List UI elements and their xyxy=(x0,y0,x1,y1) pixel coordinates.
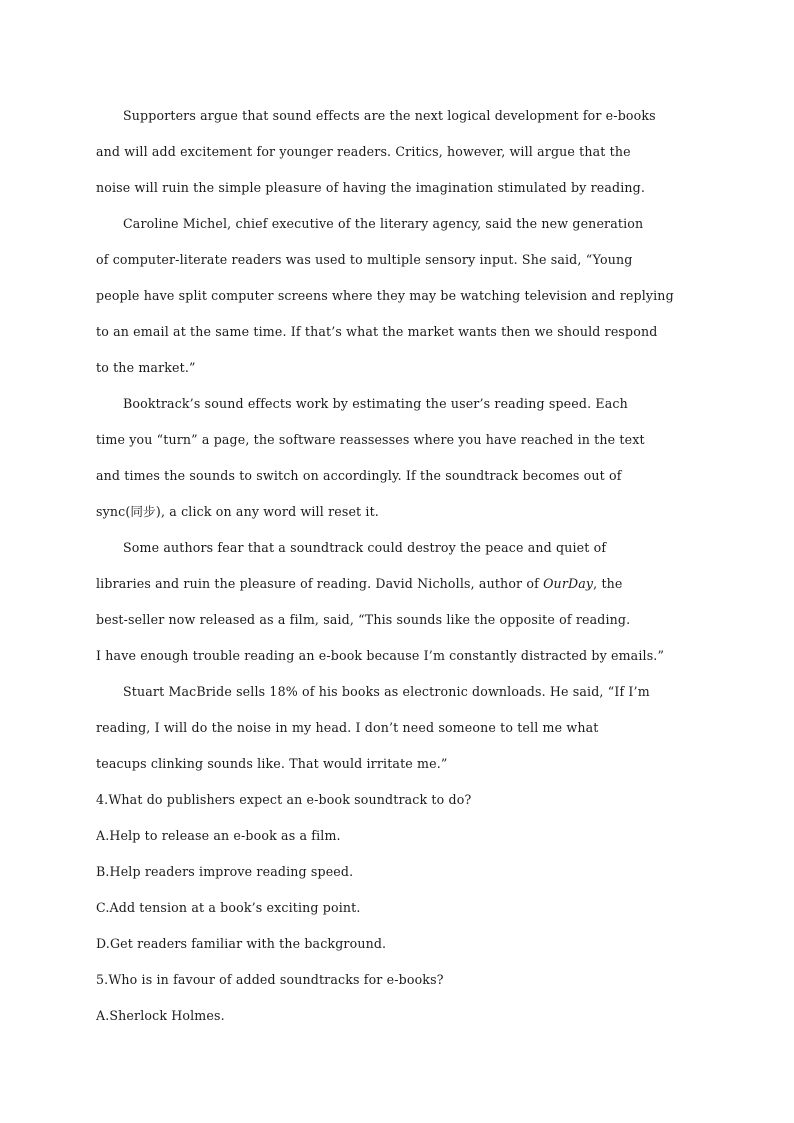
paragraph-line: teacups clinking sounds like. That would irritate me.” xyxy=(96,756,448,771)
paragraph-line: noise will ruin the simple pleasure of having the imagination stimulated by reading. xyxy=(96,180,646,195)
paragraph-line: Some authors fear that a soundtrack could destroy the peace and quiet of xyxy=(123,540,607,555)
text-span: , the xyxy=(593,576,623,591)
paragraph-line: and will add excitement for younger readers. Critics, however, will argue that the xyxy=(96,144,631,159)
paragraph-line: of computer-literate readers was used to multiple sensory input. She said, “Young xyxy=(96,252,633,267)
question-stem: 4.What do publishers expect an e-book soundtrack to do? xyxy=(96,792,472,807)
paragraph-line: sync(同步), a click on any word will reset it. xyxy=(96,504,379,519)
paragraph-line: and times the sounds to switch on accordingly. If the soundtrack becomes out of xyxy=(96,468,622,483)
paragraph-1 xyxy=(96,98,706,206)
paragraph-line: to the market.” xyxy=(96,360,196,375)
paragraph-3 xyxy=(96,386,706,530)
paragraph-line: Caroline Michel, chief executive of the literary agency, said the new generation xyxy=(123,216,644,231)
paragraph-line: Supporters argue that sound effects are the next logical development for e-books xyxy=(123,108,656,123)
paragraph-line: Booktrack’s sound effects work by estimating the user’s reading speed. Each xyxy=(123,396,628,411)
document-page xyxy=(96,98,706,1034)
paragraph-line: to an email at the same time. If that’s what the market wants then we should respond xyxy=(96,324,658,339)
text-span: libraries and ruin the pleasure of reading. David Nicholls, author of xyxy=(96,576,544,591)
paragraph-line: reading, I will do the noise in my head. I don’t need someone to tell me what xyxy=(96,720,599,735)
answer-option: C.Add tension at a book’s exciting point. xyxy=(96,900,361,915)
book-title: OurDay xyxy=(543,576,594,591)
paragraph-5 xyxy=(96,674,706,782)
paragraph-line: Stuart MacBride sells 18% of his books as electronic downloads. He said, “If I’m xyxy=(123,684,650,699)
answer-option: A.Sherlock Holmes. xyxy=(96,1008,225,1023)
answer-option: D.Get readers familiar with the background. xyxy=(96,936,387,951)
paragraph-line: people have split computer screens where they may be watching television and replying xyxy=(96,288,674,303)
paragraph-4 xyxy=(96,530,706,674)
answer-option: A.Help to release an e-book as a film. xyxy=(96,828,341,843)
paragraph-line: best-seller now released as a film, said, “This sounds like the opposite of reading. xyxy=(96,612,631,627)
question-4 xyxy=(96,782,706,962)
paragraph-line: I have enough trouble reading an e-book because I’m constantly distracted by emails.” xyxy=(96,648,665,663)
question-5 xyxy=(96,962,706,1034)
paragraph-line xyxy=(96,566,706,602)
paragraph-2 xyxy=(96,206,706,386)
paragraph-line: time you “turn” a page, the software reassesses where you have reached in the text xyxy=(96,432,645,447)
question-stem: 5.Who is in favour of added soundtracks for e-books? xyxy=(96,972,444,987)
answer-option: B.Help readers improve reading speed. xyxy=(96,864,354,879)
